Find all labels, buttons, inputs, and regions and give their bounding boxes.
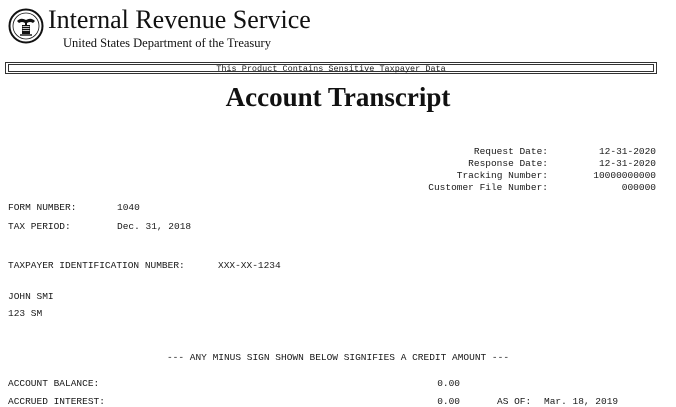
tax-period-label: TAX PERIOD: [8, 221, 71, 232]
tin-value: XXX-XX-1234 [218, 260, 281, 271]
irs-eagle-logo-icon [8, 8, 44, 44]
taxpayer-address: 123 SM [8, 308, 43, 319]
agency-name: Internal Revenue Service [48, 5, 311, 34]
response-date-value: 12-31-2020 [598, 158, 656, 169]
form-number-value: 1040 [117, 202, 140, 213]
tax-period-value: Dec. 31, 2018 [117, 221, 192, 232]
account-balance-label: ACCOUNT BALANCE: [8, 378, 100, 389]
response-date-label: Response Date: [468, 158, 548, 169]
accrued-interest-value: 0.00 [437, 396, 460, 407]
as-of-date: Mar. 18, 2019 [544, 396, 619, 407]
sensitive-data-banner [5, 62, 657, 74]
credit-notice: --- ANY MINUS SIGN SHOWN BELOW SIGNIFIES A CREDIT AMOUNT --- [166, 352, 510, 363]
tracking-number-label: Tracking Number: [456, 170, 548, 181]
form-number-label: FORM NUMBER: [8, 202, 77, 213]
taxpayer-name: JOHN SMI [8, 291, 54, 302]
agency-subtitle: United States Department of the Treasury [63, 36, 271, 50]
banner-text: This Product Contains Sensitive Taxpayer Data [216, 64, 446, 74]
request-date-label: Request Date: [473, 146, 548, 157]
tin-label: TAXPAYER IDENTIFICATION NUMBER: [8, 260, 185, 271]
banner-inner-frame [8, 64, 654, 72]
customer-file-number-label: Customer File Number: [428, 182, 548, 193]
as-of-label: AS OF: [497, 396, 532, 407]
document-title: Account Transcript [225, 82, 451, 112]
tracking-number-value: 10000000000 [593, 170, 656, 181]
account-balance-value: 0.00 [437, 378, 460, 389]
customer-file-number-value: 000000 [621, 182, 656, 193]
request-date-value: 12-31-2020 [598, 146, 656, 157]
accrued-interest-label: ACCRUED INTEREST: [8, 396, 105, 407]
